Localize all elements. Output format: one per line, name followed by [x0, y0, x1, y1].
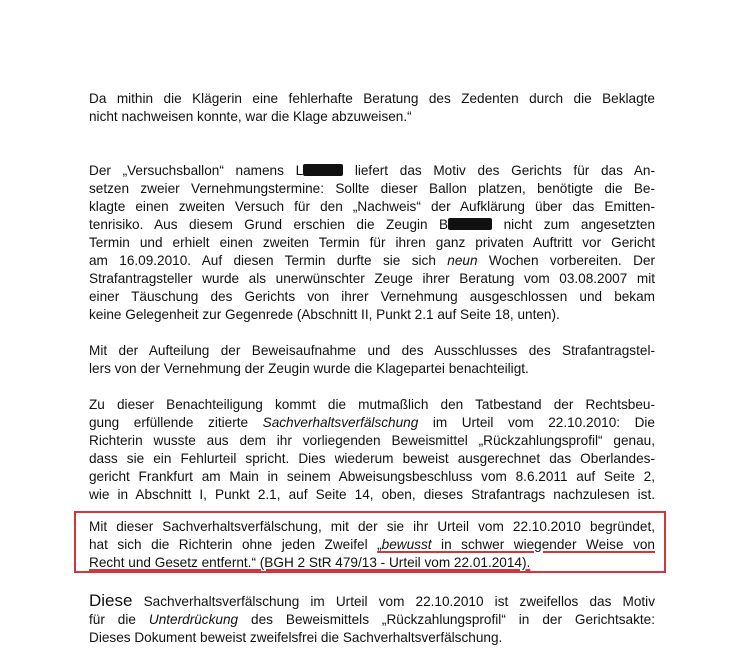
- paragraph-1: [89, 90, 655, 126]
- text-line: [89, 592, 655, 611]
- text-line: [89, 252, 655, 270]
- emphasis-text: Unterdrückung: [148, 612, 239, 627]
- text-fragment: „: [377, 537, 382, 552]
- paragraph-3: [89, 342, 655, 378]
- text-fragment: hat sich die Richterin ohne jeden Zweifel: [89, 537, 378, 552]
- text-line: Zu dieser Benachteiligung kommt die mutmaßlich den Tatbestand der Rechtsbeu-: [89, 397, 655, 412]
- emphasis-text: bewusst: [381, 537, 432, 552]
- text-fragment: Der „Versuchsballon“ namens L: [89, 163, 304, 178]
- text-line: Termin und erhielt einen zweiten Termin für ihren ganz privaten Auftritt vor Gericht: [89, 235, 655, 250]
- text-line: Richterin wusste aus dem ihr vorliegenden Beweismittel „Rückzahlungsprofil“ genau,: [89, 433, 655, 448]
- text-line: [89, 611, 655, 629]
- text-line: [89, 216, 655, 234]
- text-fragment: nicht zum angesetzten: [492, 217, 656, 232]
- text-line: [89, 414, 655, 432]
- text-line: Strafantragsteller wurde als unerwünschter Zeuge ihrer Beratung vom 03.08.2007 mit: [89, 271, 655, 286]
- citation-text: (BGH 2 StR 479/13 - Urteil vom 22.01.2014).: [256, 555, 531, 570]
- redaction-bar: [448, 218, 492, 230]
- text-fragment: liefert das Motiv des Gerichts für das An-: [343, 163, 655, 178]
- text-line: setzen zweier Vernehmungstermine: Sollte dieser Ballon platzen, benötigte die Be-: [89, 181, 655, 196]
- text-line: Da mithin die Klägerin eine fehlerhafte Beratung des Zedenten durch die Beklagte: [89, 91, 655, 106]
- text-fragment: im Urteil vom 22.10.2010: Die: [418, 415, 655, 430]
- paragraph-6: [89, 592, 655, 647]
- text-line: [89, 554, 655, 572]
- text-fragment: Diese: [89, 591, 133, 610]
- text-fragment: des Beweismittels „Rückzahlungsprofil“ in der Gerichtsakte:: [238, 612, 655, 627]
- redaction-bar: [303, 164, 343, 176]
- text-line: dass sie ein Fehlurteil spricht. Dies wiederum beweist ausgerechnet das Oberlandes-: [89, 451, 655, 466]
- paragraph-5-highlighted: [89, 518, 655, 572]
- text-fragment: in schwer wiegender Weise von: [431, 537, 655, 552]
- text-fragment: am 16.09.2010. Auf diesen Termin durfte sie sich: [89, 253, 448, 268]
- text-fragment: Wochen vorbereiten. Der: [477, 253, 655, 268]
- text-line: lers von der Vernehmung der Zeugin wurde die Klagepartei benachteiligt.: [89, 361, 529, 376]
- text-line: klagte einen zweiten Versuch für den „Nachweis“ der Aufklärung über das Emitten-: [89, 199, 655, 214]
- quoted-text-underlined: Recht und Gesetz entfernt.“: [89, 555, 256, 570]
- paragraph-2: [89, 162, 655, 324]
- text-line: [89, 162, 655, 180]
- emphasis-text: Sachverhaltsverfälschung: [262, 415, 419, 430]
- quoted-text-underlined: [377, 537, 655, 552]
- text-line: Mit dieser Sachverhaltsverfälschung, mit der sie ihr Urteil vom 22.10.2010 begründet,: [89, 519, 655, 534]
- text-line: wie in Abschnitt I, Punkt 2.1, auf Seite 14, oben, dieses Strafantrags nachzulesen ist.: [89, 487, 655, 502]
- text-fragment: tenrisiko. Aus diesem Grund erschien die Zeugin B: [89, 217, 449, 232]
- text-line: einer Täuschung des Gerichts von ihrer Vernehmung ausgeschlossen und bekam: [89, 289, 655, 304]
- text-line: gericht Frankfurt am Main in seinem Abweisungsbeschluss vom 8.6.2011 auf Seite 2,: [89, 469, 655, 484]
- text-fragment: für die: [89, 612, 149, 627]
- text-line: [89, 536, 655, 554]
- emphasis-text: neun: [447, 253, 478, 268]
- text-line: keine Gelegenheit zur Gegenrede (Abschnitt II, Punkt 2.1 auf Seite 18, unten).: [89, 307, 560, 322]
- text-fragment: gung erfüllende zitierte: [89, 415, 263, 430]
- text-line: Mit der Aufteilung der Beweisaufnahme und des Ausschlusses des Strafantragstel-: [89, 343, 655, 358]
- text-line: nicht nachweisen konnte, war die Klage abzuweisen.“: [89, 109, 412, 124]
- text-fragment: Sachverhaltsverfälschung im Urteil vom 22.10.2010 ist zweifellos das Motiv: [132, 594, 655, 609]
- paragraph-4: [89, 396, 655, 504]
- text-line: Dieses Dokument beweist zweifelsfrei die Sachverhaltsverfälschung.: [89, 630, 503, 645]
